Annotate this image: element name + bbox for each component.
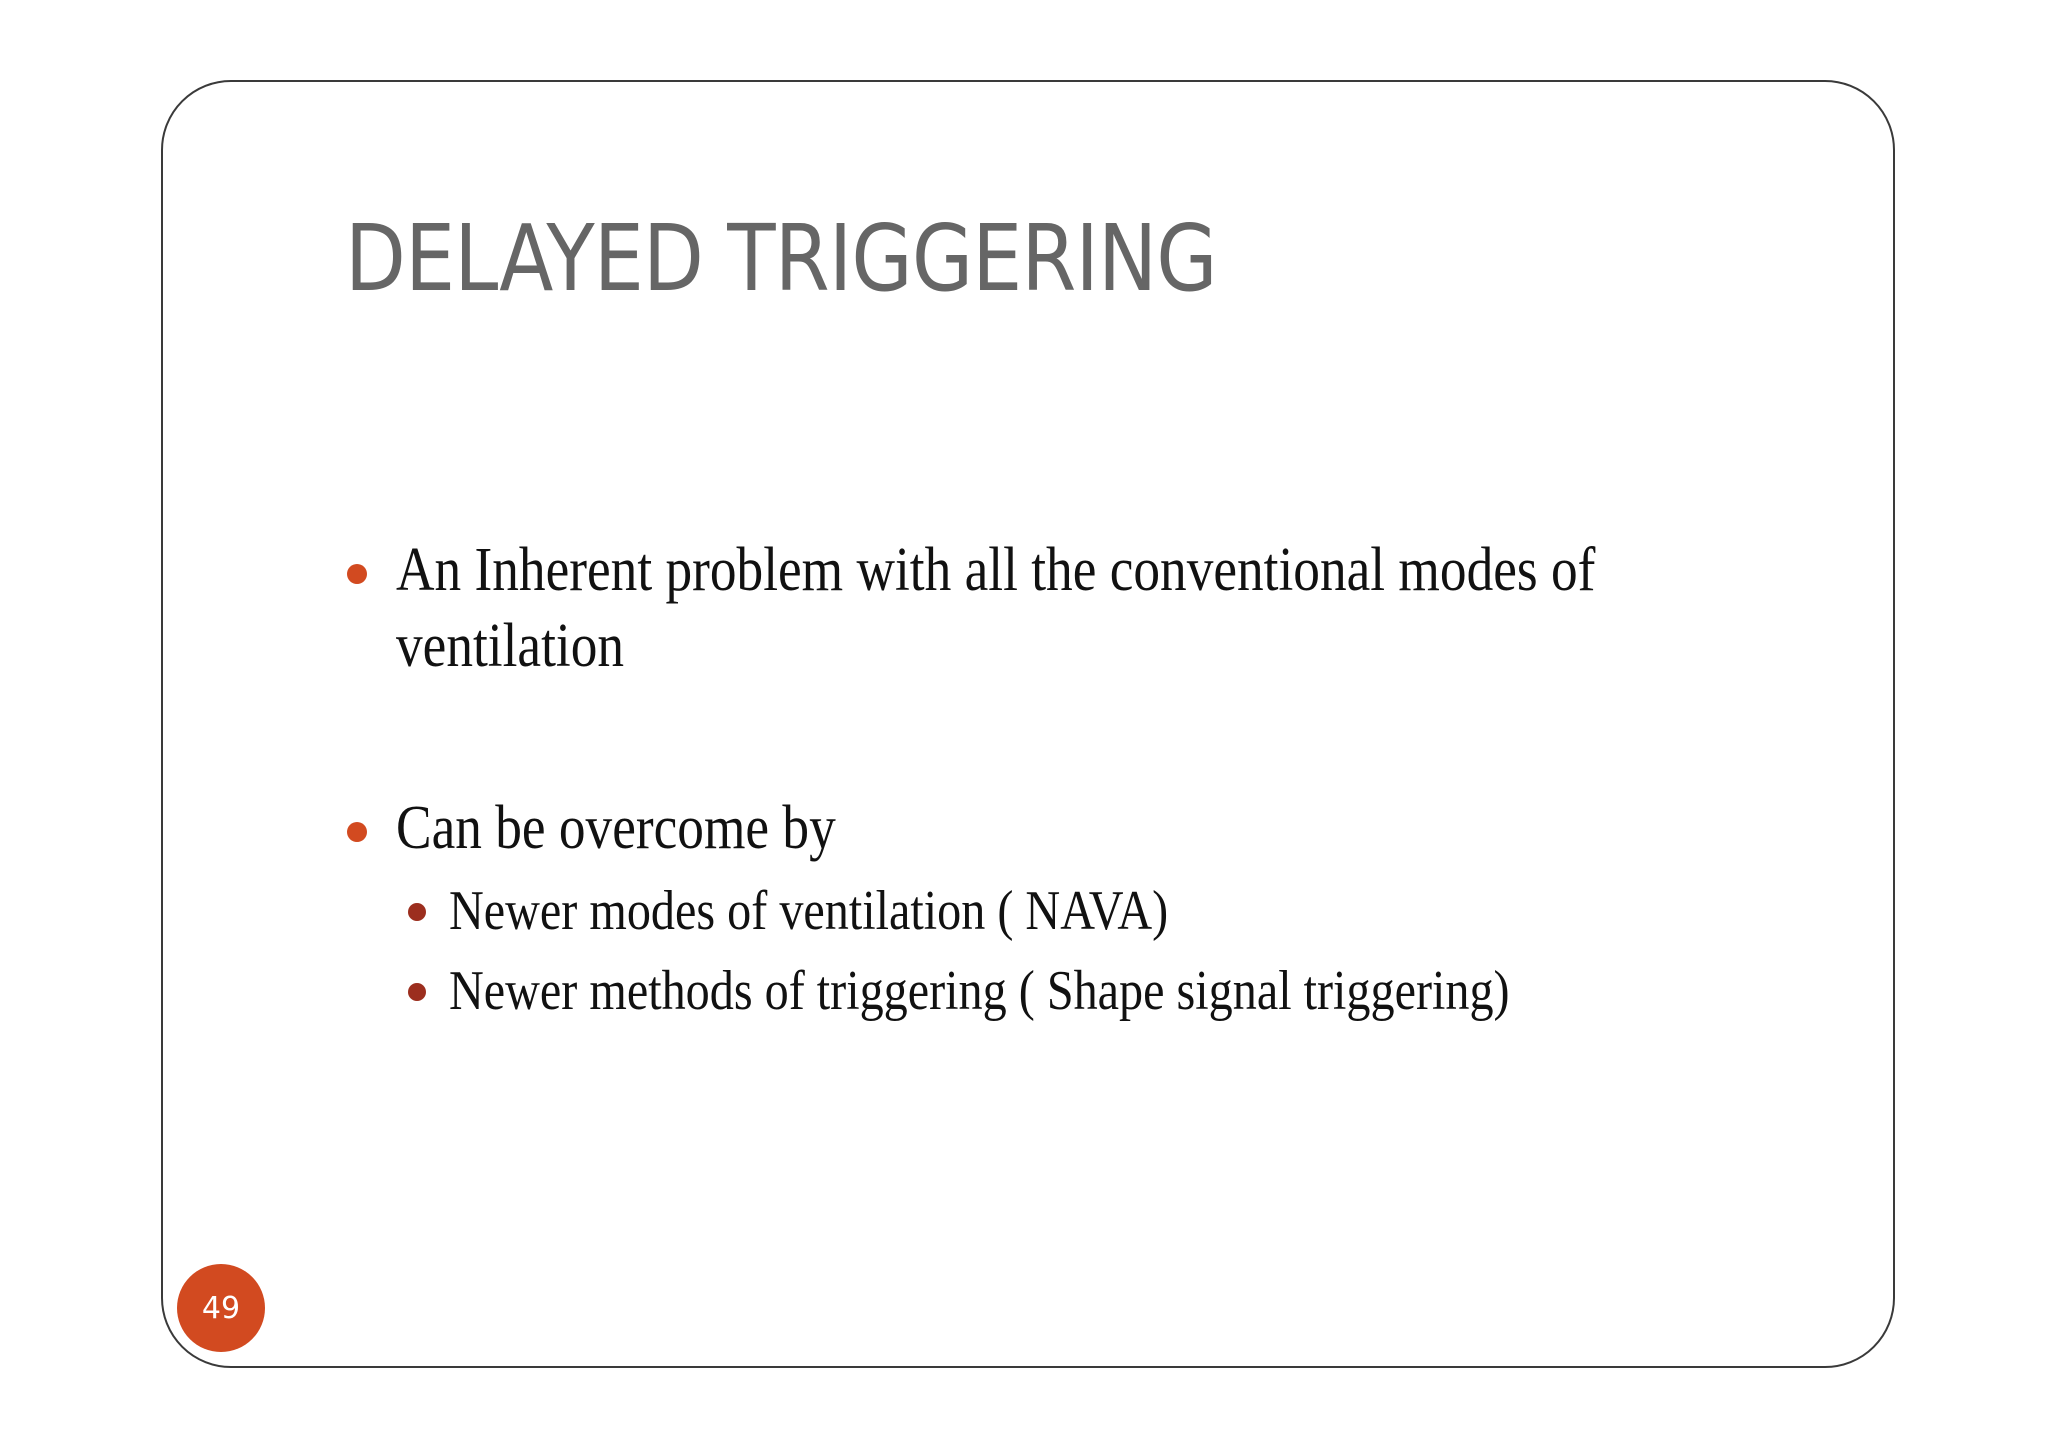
sub-bullet-text-container bbox=[449, 956, 1682, 1026]
sub-bullet-text: Newer modes of ventilation ( NAVA) bbox=[449, 880, 1169, 942]
bullet-text: An Inherent problem with all the conventional modes of ventilation bbox=[396, 536, 1596, 680]
bullet-text-container bbox=[396, 790, 1826, 866]
slide-title: DELAYED TRIGGERING bbox=[345, 205, 1217, 312]
bullet-text-container bbox=[396, 532, 1826, 684]
bullet-dot-icon bbox=[347, 564, 367, 584]
bullet-dot-icon bbox=[347, 822, 367, 842]
page-number: 49 bbox=[201, 1290, 241, 1326]
sub-bullet-dot-icon bbox=[408, 983, 426, 1001]
sub-bullet-text: Newer methods of triggering ( Shape signal triggering) bbox=[449, 960, 1510, 1022]
sub-bullet-text-container bbox=[449, 876, 1285, 946]
sub-bullet-dot-icon bbox=[408, 903, 426, 921]
page-number-badge bbox=[177, 1264, 265, 1352]
bullet-text: Can be overcome by bbox=[396, 794, 836, 862]
